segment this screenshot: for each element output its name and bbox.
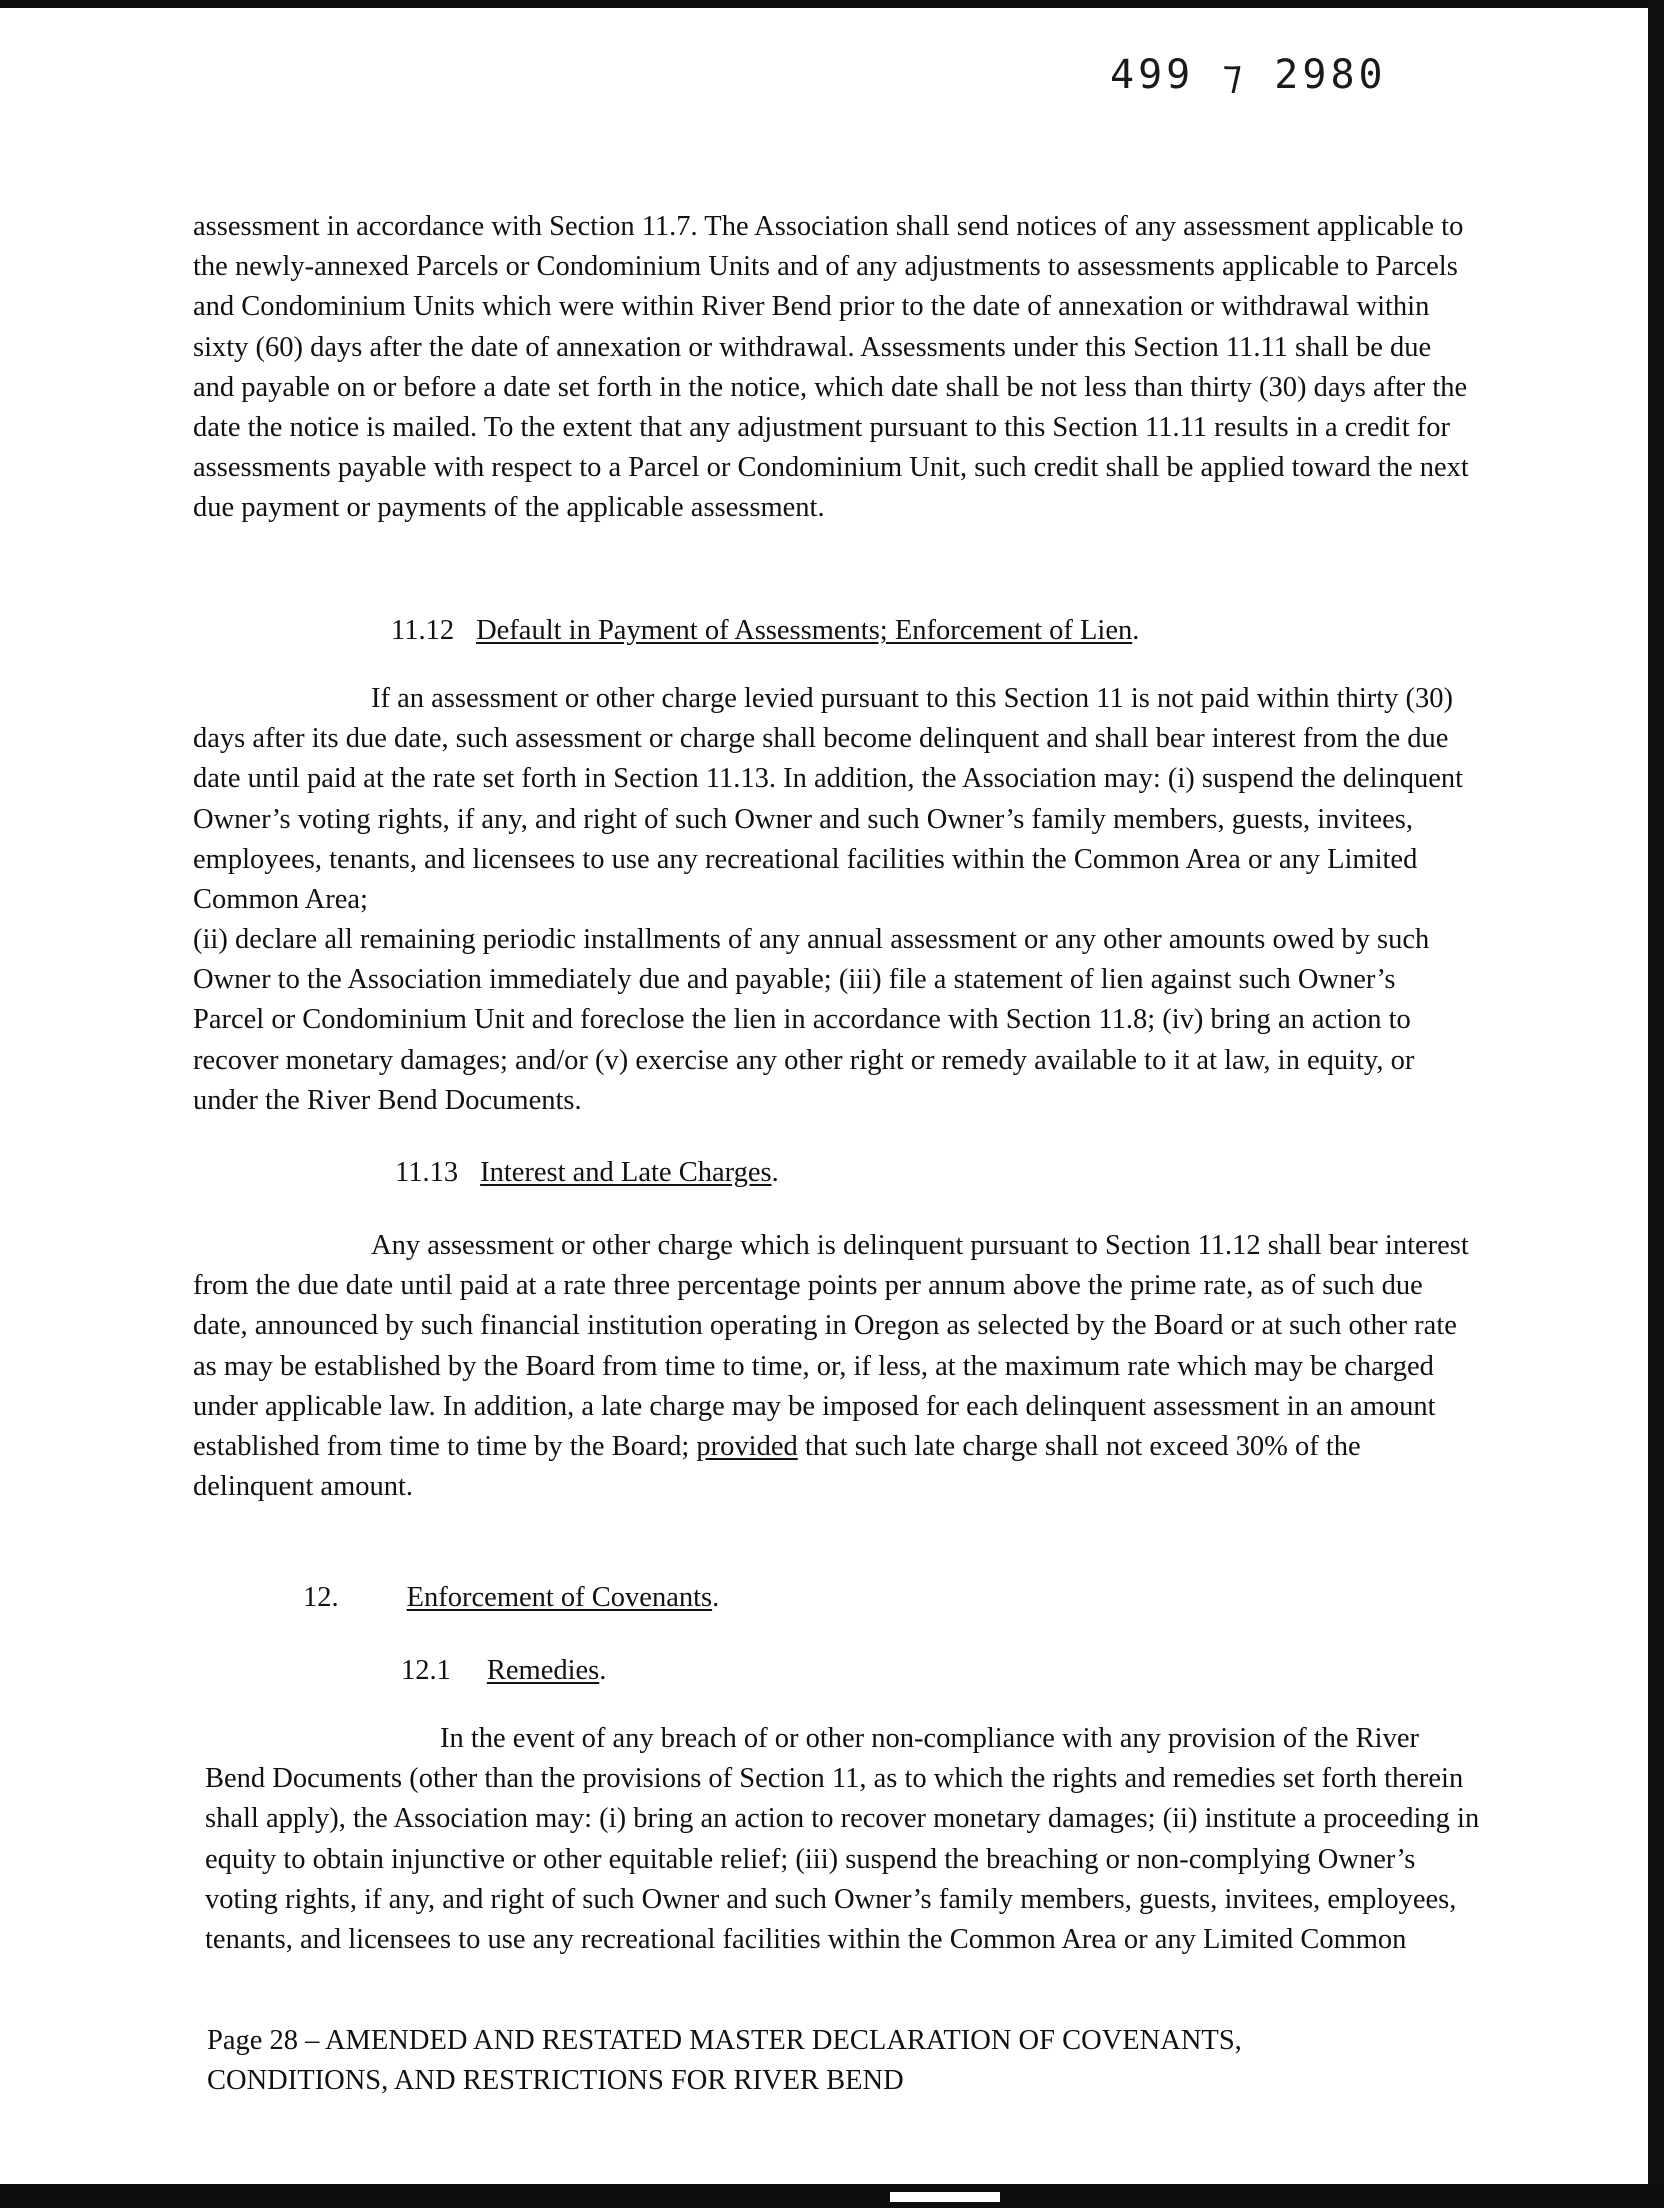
section-title: Remedies <box>486 1655 600 1686</box>
section-heading-12-1 <box>401 1651 606 1691</box>
underlined-word-provided: provided <box>696 1431 798 1463</box>
footer-line-2: CONDITIONS, AND RESTRICTIONS FOR RIVER BEND <box>207 2065 904 2096</box>
section-title-period: . <box>599 1655 607 1686</box>
section-number: 12.1 <box>401 1655 451 1686</box>
section-title-period: . <box>771 1157 779 1188</box>
paragraph-assessment-annexation: assessment in accordance with Section 11.7. The Association shall send notices of any assessment applicable to the newly-annexed Parcels or Condominium Units and of any adjustments to assessments applicable to Parcels and Condominium Units which were within River Bend prior to the date of annexation or withdrawal within sixty (60) days after the date of annexation or withdrawal. Assessments under this Section 11.11 shall be due and payable on or before a date set forth in the notice, which date shall be not less than thirty (30) days after the date the notice is mailed. To the extent that any adjustment pursuant to this Section 11.11 results in a credit for assessments payable with respect to a Parcel or Condominium Unit, such credit shall be applied toward the next due payment or payments of the applicable assessment. <box>193 211 1469 524</box>
section-title: Default in Payment of Assessments; Enforcement of Lien <box>476 615 1133 646</box>
section-heading-11-13 <box>395 1153 779 1193</box>
paragraph-text: In the event of any breach of or other non-compliance with any provision of the River Bend Documents (other than the provisions of Section 11, as to which the rights and remedies set forth therein shall apply), the Association may: (i) bring an action to recover monetary damages; (ii) institute a proceeding in equity to obtain injunctive or other equitable relief; (iii) suspend the breaching or non-complying Owner’s voting rights, if any, and right of such Owner and such Owner’s family members, guests, invitees, employees, tenants, and licensees to use any recreational facilities within the Common Area or any Limited Common <box>205 1723 1480 1956</box>
page-stamp-number: 499 ⁊ 2980 <box>1110 52 1387 98</box>
section-title-period: . <box>1132 615 1140 646</box>
scan-border-right <box>1648 0 1664 2208</box>
paragraph-interest-late-charges <box>193 1226 1473 1507</box>
footer-line-1: Page 28 – AMENDED AND RESTATED MASTER DECLARATION OF COVENANTS, <box>207 2025 1242 2056</box>
section-heading-12 <box>303 1578 719 1618</box>
paragraph-text-before: Any assessment or other charge which is delinquent pursuant to Section 11.12 shall bear interest from the due date until paid at a rate three percentage points per annum above the prime rate, as of such due date, announced by such financial institution operating in Oregon as selected by the Board or at such other rate as may be established by the Board from time to time, or, if less, at the maximum rate which may be charged under applicable law. In addition, a late charge may be imposed for each delinquent assessment in an amount established from time to time by the Board; <box>193 1230 1469 1463</box>
section-title: Enforcement of Covenants <box>406 1582 713 1613</box>
section-title: Interest and Late Charges <box>480 1157 772 1188</box>
paragraph-remedies <box>205 1719 1485 1960</box>
page-footer <box>207 2021 1507 2101</box>
paragraph-text: If an assessment or other charge levied pursuant to this Section 11 is not paid within thirty (30) days after its due date, such assessment or charge shall become delinquent and shall bear interest from the due date until paid at the rate set forth in Section 11.13. In addition, the Association may: (i) suspend the delinquent Owner’s voting rights, if any, and right of such Owner and such Owner’s family members, guests, invitees, employees, tenants, and licensees to use any recreational facilities within the Common Area or any Limited Common Area; <box>193 683 1464 916</box>
section-number: 11.13 <box>395 1157 459 1188</box>
paragraph-default-payment <box>193 679 1473 920</box>
section-title-period: . <box>712 1582 720 1613</box>
section-number: 11.12 <box>391 615 455 646</box>
scan-border-top <box>0 0 1664 8</box>
scan-border-bottom <box>0 2184 1664 2208</box>
section-number: 12. <box>303 1582 339 1613</box>
section-heading-11-12 <box>391 611 1139 651</box>
paragraph-text-after: that such late charge shall not exceed 30% of the delinquent amount. <box>193 1431 1361 1503</box>
scan-border-gap <box>890 2192 1000 2202</box>
paragraph-default-remedies: (ii) declare all remaining periodic installments of any annual assessment or any other amounts owed by such Owner to the Association immediately due and payable; (iii) file a statement of lien against such Owner’s Parcel or Condominium Unit and foreclose the lien in accordance with Section 11.8; (iv) bring an action to recover monetary damages; and/or (v) exercise any other right or remedy available to it at law, in equity, or under the River Bend Documents. <box>193 924 1430 1116</box>
